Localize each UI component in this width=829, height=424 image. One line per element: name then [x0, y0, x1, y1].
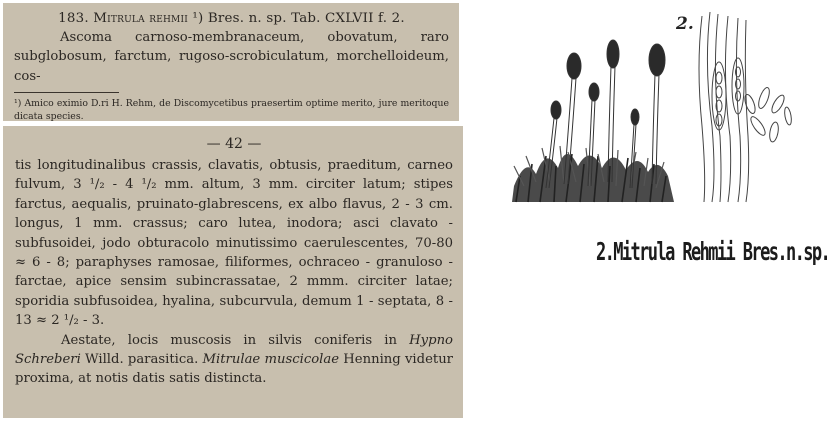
- plate-caption: 2.Mitrula Rehmii Bres.n.sp.: [596, 238, 829, 267]
- habitat-text-3: Henning videtur proxima, at notis datis satis distincta.: [15, 352, 453, 387]
- habitat-paragraph: [15, 331, 453, 389]
- description-continued: tis longitudinalibus crassis, clavatis, obtusis, praeditum, carneo fulvum, 3 ¹/₂ - 4 ¹/₂ mm. altum, 3 mm. circiter latum; stipes farctus, aequalis, pruinato-glabrescens, ex albo flavus, 2 - 3 cm. longus, 1 mm. crassus; caro lutea, inodora; asci clavato - subfusoidei, jodo obturacolo minutissimo caerulescentes, 70-80 ≈ 6 - 8; paraphyses ramosae, filiformes, ochraceo - granuloso - farctae, apice sensim subincrassatae, 2 mmm. circiter latae; sporidia subfusoidea, hyalina, subcurvula, demum 1 - septata, 8 - 13 ≈ 2 ¹/₂ - 3.: [15, 158, 453, 329]
- footnote-rule: [14, 92, 119, 93]
- plate-illustration: [506, 6, 796, 216]
- description-start: Ascoma carnoso-membranaceum, obovatum, raro subglobosum, farctum, rugoso-scrobiculatum, morchelloideum, cos-: [14, 30, 449, 84]
- compared-species: Mitrulae muscicolae: [202, 352, 340, 368]
- host-name: Hypno Schreberi: [15, 332, 453, 368]
- species-number: 183.: [58, 11, 89, 26]
- figure-number: 2.: [676, 14, 694, 34]
- species-heading: [14, 10, 449, 28]
- text-panel-bottom: [3, 126, 463, 418]
- text-panel-top: [3, 3, 459, 121]
- habitat-text-1: Aestate, locis muscosis in silvis coniferis in: [61, 332, 410, 348]
- species-citation: ¹) Bres. n. sp. Tab. CXLVII f. 2.: [187, 11, 405, 26]
- moss-clump: [512, 146, 674, 202]
- habitat-text-2: Willd. parasitica.: [80, 352, 203, 368]
- species-name: Mitrula rehmii: [93, 11, 188, 26]
- page-number: — 42 —: [206, 136, 262, 152]
- dedication-footnote: ¹) Amico eximio D.ri H. Rehm, de Discomycetibus praesertim optime merito, jure meritoque dicata species.: [14, 98, 449, 123]
- asci-drawing: [699, 12, 749, 202]
- spores-drawing: [743, 86, 793, 142]
